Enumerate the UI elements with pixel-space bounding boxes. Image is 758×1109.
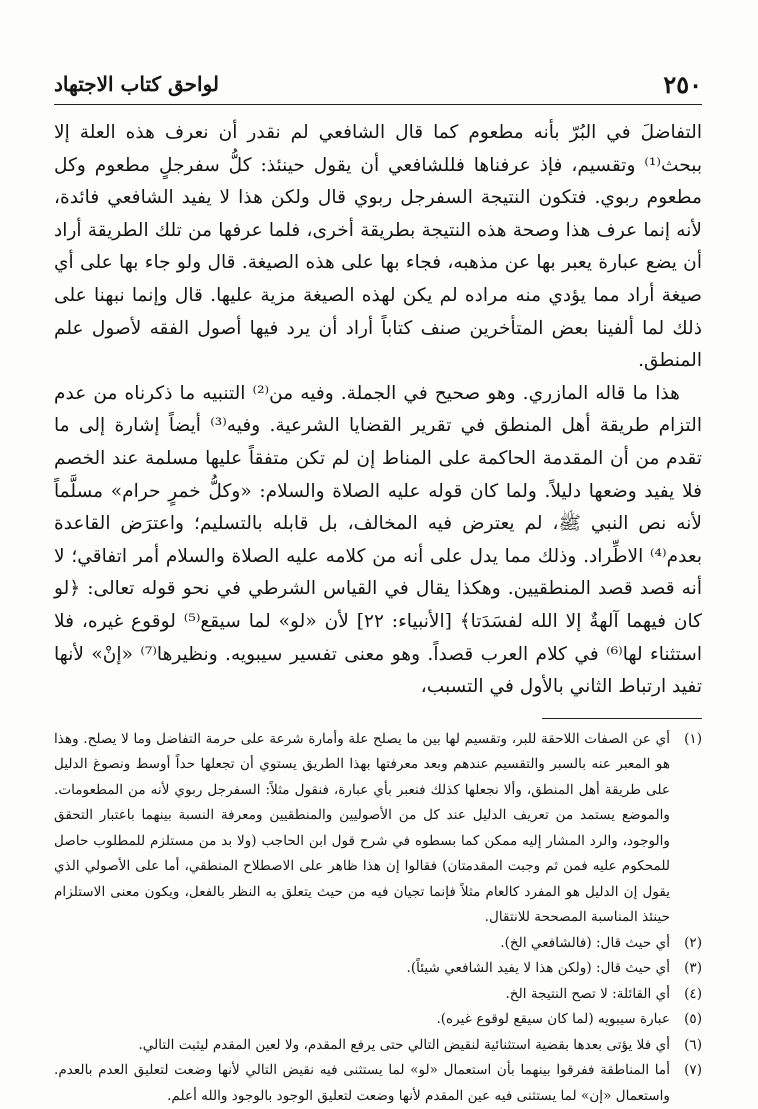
footnote-number: (٦) xyxy=(684,1036,702,1053)
footnote xyxy=(54,931,702,957)
footnote-text: أي حيث قال: (ولكن هذا لا يفيد الشافعي شيئاً). xyxy=(406,960,670,977)
footnotes xyxy=(54,727,702,1109)
footnote xyxy=(54,727,702,931)
footnote-number: (١) xyxy=(684,730,702,747)
footnote xyxy=(54,1007,702,1033)
footnote-number: (٥) xyxy=(684,1011,702,1028)
footnote-separator xyxy=(542,718,702,719)
footnote-number: (٧) xyxy=(684,1062,702,1079)
paragraph: التفاضلَ في البُرّ بأنه مطعوم كما قال الشافعي لم نقدر أن نعرف هذه العلة إلا ببحث⁽¹⁾ وتقسيم، فإذ عرفناها فللشافعي أن يقول حينئذ: كلُّ سفرجلٍ مطعوم وكل مطعوم ربوي. فتكون النتيجة السفرجل ربوي قال ولكن هذا لا يفيد الشافعي فائدة، لأنه إنما عرف هذا وصحة هذه النتيجة بطريقة أخرى، فلما عرفها من تلك الطريقة أراد أن يضع عبارة يعبر بها عن مذهبه، فجاء بها على هذه الصيغة. قال ولو جاء بها على أي صيغة أراد مما يؤدي منه مراده لم يكن لهذه الصيغة مزية عليها. قال وإنما نبهنا على ذلك لما ألفينا بعض المتأخرين صنف كتاباً أراد أن يرد فيها أصول الفقه لأصول علم المنطق. xyxy=(54,122,702,372)
book-page xyxy=(54,68,702,1109)
footnote-text: أي عن الصفات اللاحقة للبر، وتقسيم لها بين ما يصلح علة وأمارة شرعة على حرمة التفاضل وما لا يصلح. وهذا هو المعبر عنه بالسبر والتقسيم عندهم وبعد معرفتها بهذا الطريق يستوي أن تجعلها حداً أوسط ونصوغ الدليل على طريقة أهل المنطق، وألا نجعلها كذلك فنعبر بأي عبارة، فنقول مثلاً: السفرجل ربوي لأنه من المطعومات. والموضع يستمد من تعريف الدليل عند كل من الأصوليين والمنطقيين ومعرفة النسبة بينهما باعتبار التحقق والوجود، والرد المشار إليه ممكن كما بسطوه في شرح قول ابن الحاجب (ولا بد من مستلزم للمطلوب حاصل للمحكوم عليه فمن ثم وجبت المقدمتان) فقالوا إن هذا ظاهر على الاصطلاح المنطقي، أما على الأصولي الذي يقول إن الدليل هو المفرد كالعام مثلاً فإنما تجيان فيه من حيث يتعلق به النظر بالفعل، ويكون معنى الاستلزام حينئذ المناسبة المصححة للانتقال. xyxy=(54,730,670,926)
footnote xyxy=(54,982,702,1008)
footnote-text: أي حيث قال: (فالشافعي الخ). xyxy=(500,934,670,951)
footnote-number: (٤) xyxy=(684,985,702,1002)
footnote-text: عبارة سيبويه (لما كان سيقع لوقوع غيره). xyxy=(436,1011,670,1028)
paragraph: هذا ما قاله المازري. وهو صحيح في الجملة. وفيه من⁽²⁾ التنبيه ما ذكرناه من عدم التزام طريقة أهل المنطق في تقرير القضايا الشرعية. وفيه⁽³⁾ أيضاً إشارة إلى ما تقدم من أن المقدمة الحاكمة على المناط إن لم تكن متفقاً عليها مسلمة عند الخصم فلا يفيد وضعها دليلاً. ولما كان قوله عليه الصلاة والسلام: «وكلُّ خمرٍ حرام» مسلَّماً لأنه نص النبي ﷺ، لم يعترض فيه المخالف، بل قابله بالتسليم؛ واعترَض القاعدة بعدم⁽⁴⁾ الاطِّراد. وذلك مما يدل على أنه من كلامه عليه الصلاة والسلام أمر اتفاقي؛ لا أنه قصد قصد المنطقيين. وهكذا يقال في القياس الشرطي في نحو قوله تعالى: ﴿لو كان فيهما آلهةٌ إلا الله لفسَدَتا﴾ [الأنبياء: ٢٢] لأن «لو» لما سيقع⁽⁵⁾ لوقوع غيره، فلا استثناء لها⁽⁶⁾ في كلام العرب قصداً. وهو معنى تفسير سيبويه. ونظيرها⁽⁷⁾ «إنْ» لأنها تفيد ارتباط الثاني بالأول في التسبب، xyxy=(54,382,702,698)
page-number: ٢٥٠ xyxy=(663,70,702,99)
footnote xyxy=(54,1058,702,1109)
footnote-number: (٣) xyxy=(684,960,702,977)
footnote xyxy=(54,1033,702,1059)
footnote xyxy=(54,956,702,982)
page-header xyxy=(54,68,702,105)
main-text xyxy=(54,117,702,704)
footnote-text: أما المناطقة ففرقوا بينهما بأن استعمال «لو» لما يستثنى فيه نقيض التالي لأنها وضعت لتعليق العدم بالعدم. واستعمال «إن» لما يستثنى فيه عين المقدم لأنها وضعت لتعليق الوجود بالوجود والله أعلم. xyxy=(54,1062,670,1104)
footnote-text: أي فلا يؤتى بعدها بقضية استثنائية لنقيض التالي حتى يرفع المقدم، ولا لعين المقدم ليثبت التالي. xyxy=(138,1036,670,1053)
footnote-text: أي القائلة: لا تصح النتيجة الخ. xyxy=(505,985,670,1002)
footnote-number: (٢) xyxy=(684,934,702,951)
running-title: لواحق كتاب الاجتهاد xyxy=(54,72,220,96)
